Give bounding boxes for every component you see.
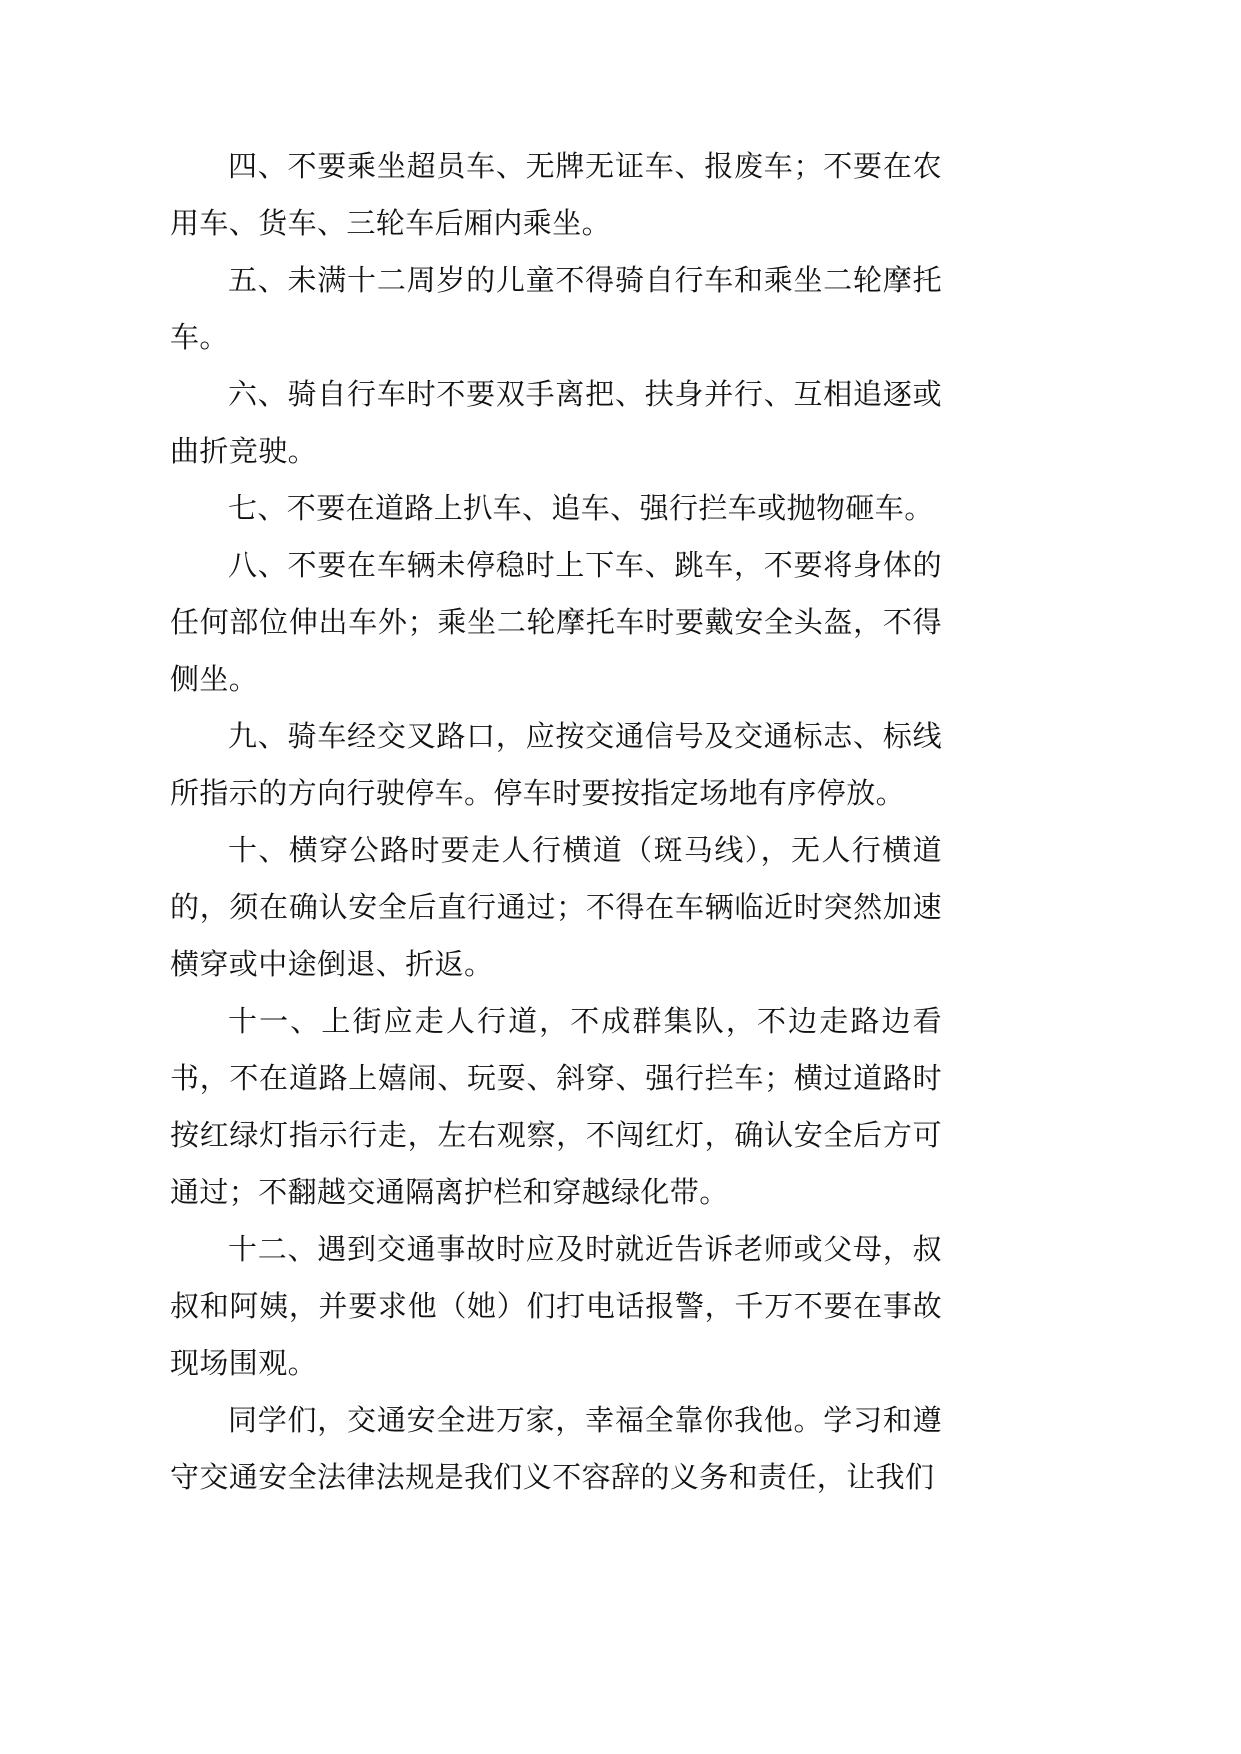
paragraph-closing: 同学们，交通安全进万家，幸福全靠你我他。学习和遵守交通安全法律法规是我们义不容辞的义务和责任，让我们 [170, 1403, 942, 1494]
paragraph-rule-5: 五、未满十二周岁的儿童不得骑自行车和乘坐二轮摩托车。 [170, 263, 942, 354]
paragraph-rule-4: 四、不要乘坐超员车、无牌无证车、报废车；不要在农用车、货车、三轮车后厢内乘坐。 [170, 149, 942, 240]
paragraph-rule-7: 七、不要在道路上扒车、追车、强行拦车或抛物砸车。 [228, 491, 934, 525]
paragraph-rule-10: 十、横穿公路时要走人行横道（斑马线），无人行横道的，须在确认安全后直行通过；不得在车辆临近时突然加速横穿或中途倒退、折返。 [170, 833, 942, 981]
document-body [170, 138, 942, 1506]
paragraph-rule-12: 十二、遇到交通事故时应及时就近告诉老师或父母，叔叔和阿姨，并要求他（她）们打电话报警，千万不要在事故现场围观。 [170, 1232, 942, 1380]
paragraph-rule-6: 六、骑自行车时不要双手离把、扶身并行、互相追逐或曲折竞驶。 [170, 377, 942, 468]
paragraph-rule-8: 八、不要在车辆未停稳时上下车、跳车，不要将身体的任何部位伸出车外；乘坐二轮摩托车时要戴安全头盔，不得侧坐。 [170, 548, 942, 696]
paragraph-rule-9: 九、骑车经交叉路口，应按交通信号及交通标志、标线所指示的方向行驶停车。停车时要按指定场地有序停放。 [170, 719, 942, 810]
paragraph-rule-11: 十一、上街应走人行道，不成群集队，不边走路边看书，不在道路上嬉闹、玩耍、斜穿、强行拦车；横过道路时按红绿灯指示行走，左右观察，不闯红灯，确认安全后方可通过；不翻越交通隔离护栏和穿越绿化带。 [170, 1004, 942, 1209]
